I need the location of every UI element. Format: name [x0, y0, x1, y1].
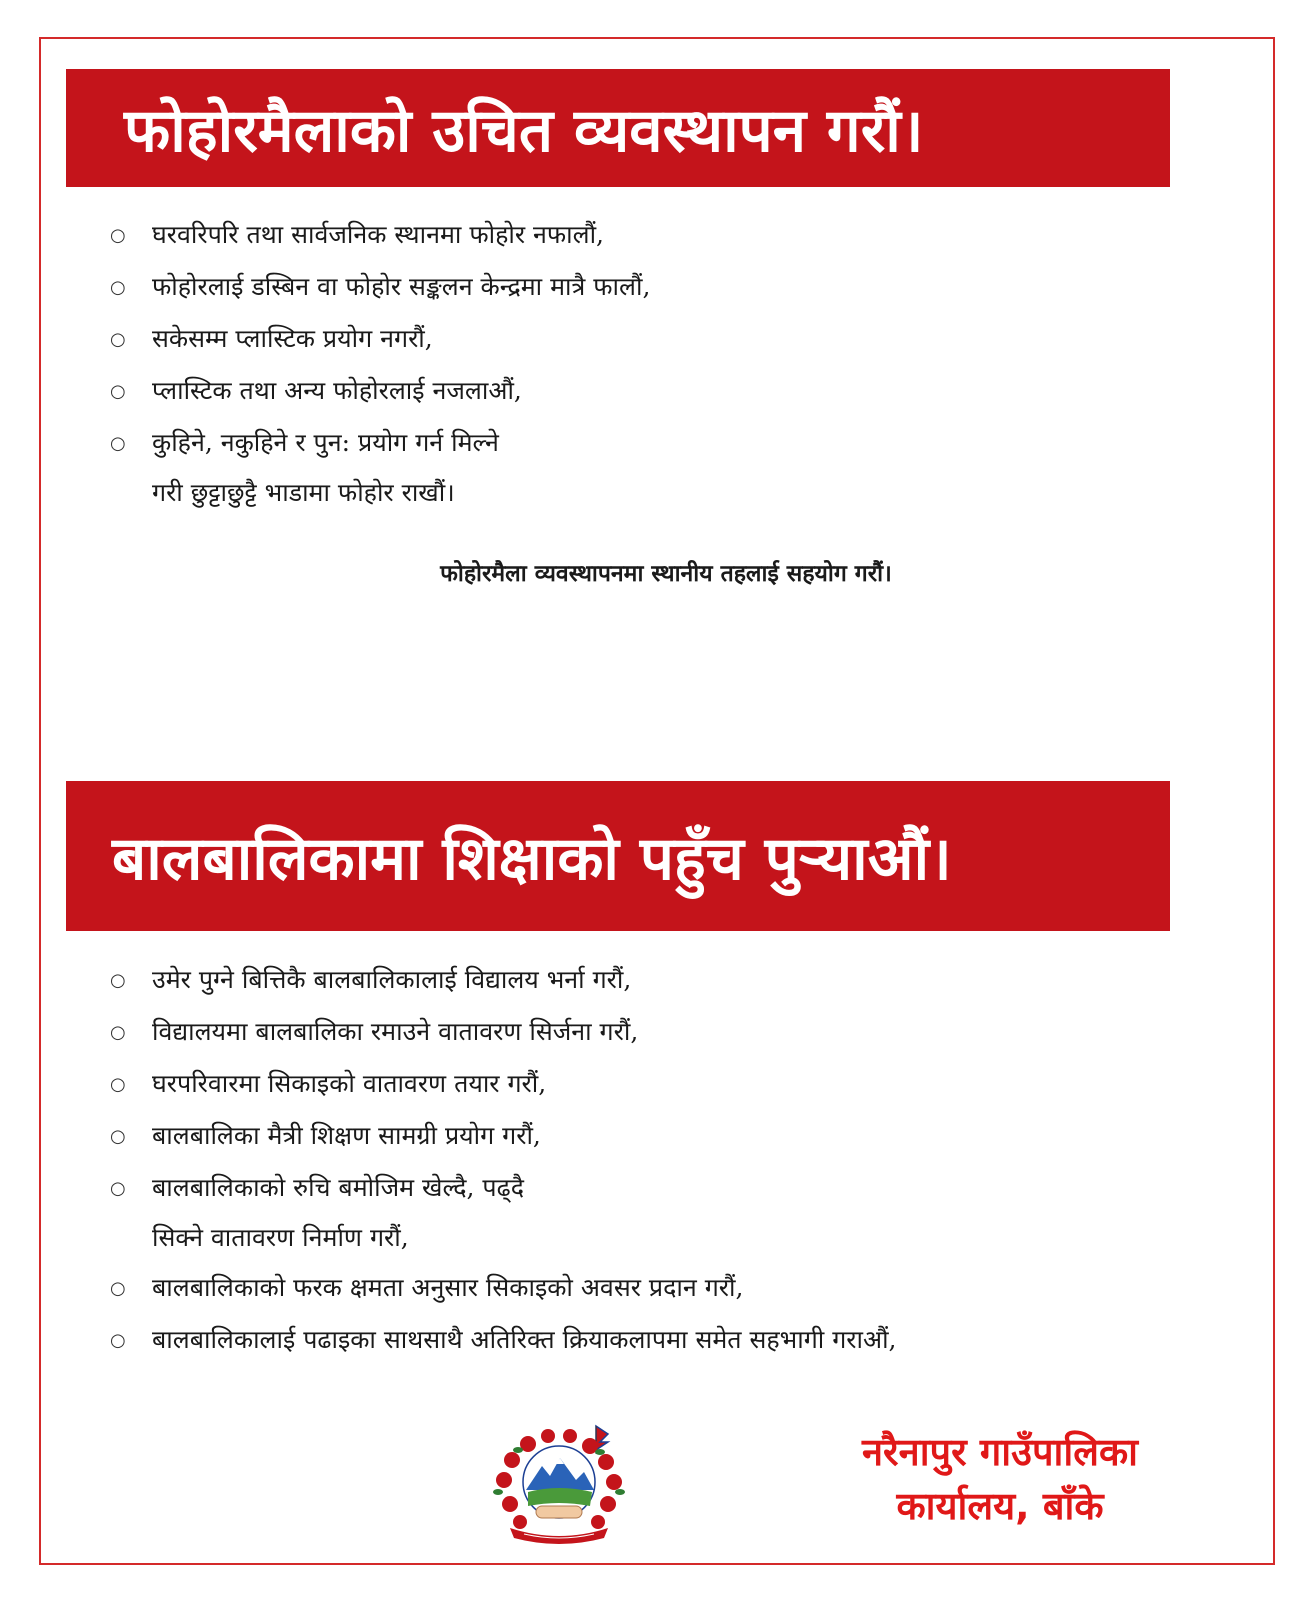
list-item-text: उमेर पुग्ने बित्तिकै बालबालिकालाई विद्यालय भर्ना गरौं,: [152, 965, 632, 994]
circle-bullet-icon: ○: [110, 1074, 126, 1095]
list-item-text-continued: सिक्ने वातावरण निर्माण गरौं,: [152, 1223, 409, 1252]
circle-bullet-icon: ○: [110, 277, 126, 298]
circle-bullet-icon: ○: [110, 1126, 126, 1147]
list-item-text: प्लास्टिक तथा अन्य फोहोरलाई नजलाऔं,: [152, 376, 522, 405]
list-item-text: सकेसम्म प्लास्टिक प्रयोग नगरौं,: [152, 324, 433, 353]
office-name-line1: नरैनापुर गाउँपालिका: [861, 1430, 1139, 1474]
circle-bullet-icon: ○: [110, 433, 126, 454]
office-name: [800, 1425, 1200, 1533]
circle-bullet-icon: ○: [110, 1178, 126, 1199]
list-item: [110, 955, 897, 1007]
list-item: [110, 1163, 897, 1263]
circle-bullet-icon: ○: [110, 329, 126, 350]
list-item-text-continued: गरी छुट्टाछुट्टै भाडामा फोहोर राखौं।: [152, 478, 455, 507]
section2-title-banner: [66, 781, 1170, 931]
section2-list: [110, 955, 897, 1367]
circle-bullet-icon: ○: [110, 970, 126, 991]
list-item: [110, 210, 650, 262]
list-item-text: बालबालिकाको रुचि बमोजिम खेल्दै, पढ्दै: [152, 1173, 524, 1202]
section1-note: फोहोरमैला व्यवस्थापनमा स्थानीय तहलाई सहयोग गरौं।: [440, 561, 892, 587]
list-item: [110, 1007, 897, 1059]
list-item: [110, 262, 650, 314]
list-item-text: बालबालिकाको फरक क्षमता अनुसार सिकाइको अवसर प्रदान गरौं,: [152, 1273, 744, 1302]
office-name-line2: कार्यालय, बाँके: [896, 1484, 1104, 1528]
list-item: [110, 366, 650, 418]
section2-title: बालबालिकामा शिक्षाको पहुँच पुर्‍याऔं।: [112, 824, 952, 894]
circle-bullet-icon: ○: [110, 1330, 126, 1351]
list-item: [110, 418, 650, 518]
list-item: [110, 1315, 897, 1367]
list-item-text: बालबालिका मैत्री शिक्षण सामग्री प्रयोग गरौं,: [152, 1121, 541, 1150]
list-item-text: घरवरिपरि तथा सार्वजनिक स्थानमा फोहोर नफालौं,: [152, 220, 605, 249]
list-item-text: कुहिने, नकुहिने र पुन: प्रयोग गर्न मिल्ने: [152, 428, 499, 457]
circle-bullet-icon: ○: [110, 1022, 126, 1043]
list-item-text: बालबालिकालाई पढाइका साथसाथै अतिरिक्त क्रियाकलापमा समेत सहभागी गराऔं,: [152, 1325, 897, 1354]
section1-title-banner: [66, 69, 1170, 187]
nepal-government-emblem-icon: [484, 1420, 634, 1545]
section1-list: [110, 210, 650, 518]
section1-title: फोहोरमैलाको उचित व्यवस्थापन गरौं।: [124, 96, 924, 166]
list-item: [110, 1059, 897, 1111]
circle-bullet-icon: ○: [110, 225, 126, 246]
list-item-text: घरपरिवारमा सिकाइको वातावरण तयार गरौं,: [152, 1069, 547, 1098]
list-item: [110, 1263, 897, 1315]
circle-bullet-icon: ○: [110, 1278, 126, 1299]
circle-bullet-icon: ○: [110, 381, 126, 402]
list-item: [110, 1111, 897, 1163]
list-item: [110, 314, 650, 366]
list-item-text: फोहोरलाई डस्बिन वा फोहोर सङ्कलन केन्द्रमा मात्रै फालौं,: [152, 272, 651, 301]
list-item-text: विद्यालयमा बालबालिका रमाउने वातावरण सिर्जना गरौं,: [152, 1017, 639, 1046]
